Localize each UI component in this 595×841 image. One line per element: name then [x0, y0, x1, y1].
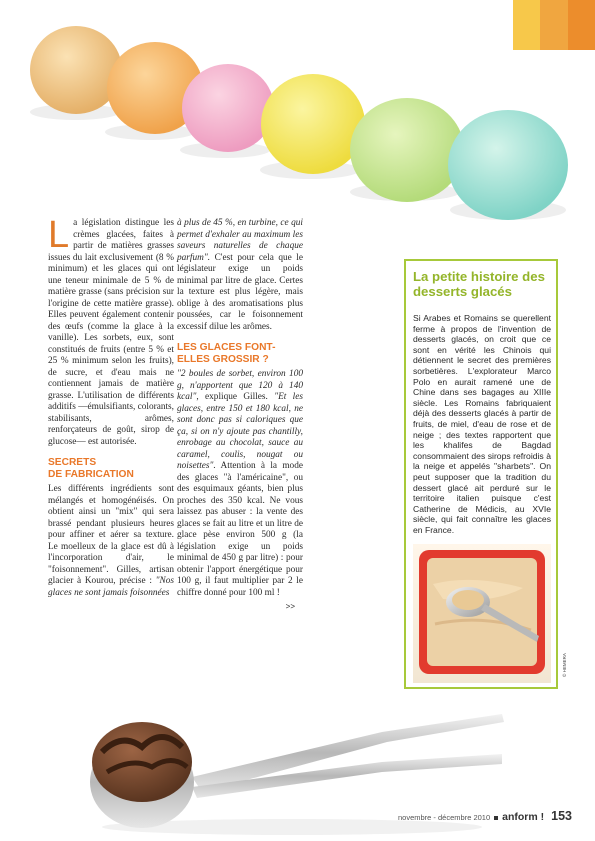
continue-marker: >> — [285, 602, 295, 611]
drop-cap: L — [48, 214, 70, 256]
fabrication-paragraph — [48, 484, 174, 599]
sidebar-box-title: La petite histoire des desserts glacés — [413, 269, 545, 299]
foisonnement-text: C'est pour cela que le législateur exige un poids minimal par litre de glace. Certes la texture est plus légère, mais oblige à des aromatisations plus poussées, car le foisonnement excessif dilue les arômes. — [177, 252, 303, 332]
footer-square-icon — [494, 816, 498, 820]
page-number: 153 — [551, 809, 572, 823]
quote-sorbet-calories: "2 boules de sorbet, environ 100 g, n'apportent que 120 à 140 kcal" — [177, 369, 303, 402]
sidebar-box-history — [404, 259, 558, 689]
fabrication-text: Les différents ingrédients sont mélangés et homogénéisés. On obtient ainsi un "mix" qui sera brassé pendant plusieurs heures pour affiner et aérer sa texture. Le moelleux de la glace est dû à l'incorporation d'air, le "foisonnement". Gilles, artisan glacier à Kourou, précise : — [48, 484, 174, 586]
quote-gilles-end: à plus de 45 %, en turbine, ce qui permet d'exhaler au maximum les saveurs naturelles de chaque parfum". — [177, 218, 303, 263]
foisonnement-paragraph — [177, 218, 303, 333]
intro-text: a législation distingue les crèmes glacées, faites à partir de matières grasses issues du lait exclusivement (8 % minimum) et les glaces qui ont une teneur minimale de 5 % de matière grasse (sans précision sur l'origine de cette matière grasse). Elles peuvent également contenir des œufs (comme la glace à la vanille). Les sorbets, eux, sont constitués de fruits (entre 5 % et 25 % minimum selon les fruits), de sucre, et d'eau mais ne contiennent jamais de matière grasse. L'utilisation de différents additifs —émulsifiants, colorants, stabilisants, arômes, renforçateurs de goût, sirop de glucose— est autorisée. — [48, 218, 175, 447]
article-column-2 — [177, 218, 303, 613]
page-footer — [398, 809, 572, 823]
quote-gilles-start: "Nos glaces ne sont jamais foisonnées — [48, 576, 174, 598]
subhead-secrets-de-fabrication: SECRETS DE FABRICATION — [48, 457, 134, 480]
article-column-1 — [48, 214, 175, 599]
sidebar-box-body: Si Arabes et Romains se querellent ferme à propos de l'invention de desserts glacés, on croit que ce sont en vérité les Chinois qui détiennent le secret des premières sorbetières. L'explorateur Marco Polo en aurait ramené une de Chine dans ses bagages au XIIIe siècle. Les Romains fabriquaient déjà des desserts glacés à partir de fruits, de miel, d'eau de rose et de neige ; des textes rapportent que les khalifes de Bagdad consommaient des sirops refroidis à la neige et appelés "sharbets". On peut supposer que la tradition du dessert glacé ait perduré sur le territoire italien puisque c'est Catherine de Médicis, au XVIe siècle, qui fait connaître les glaces en France. — [413, 313, 551, 535]
photo-credit: © HEMERA — [562, 653, 567, 677]
intro-paragraph — [48, 214, 175, 448]
magazine-name: anform ! — [502, 811, 545, 823]
issue-date: novembre - décembre 2010 — [398, 813, 491, 822]
ice-cream-tub-photo — [413, 544, 551, 683]
quote-attribution: , explique Gilles. — [196, 392, 268, 402]
quote-glaces-calories: "Et les glaces, entre 150 et 180 kcal, ne sont donc pas si caloriques que ça, si on n'y ajoute pas chantilly, enrobage au chocolat, sauce au caramel, coulis, nougat ou noisettes". — [177, 392, 303, 471]
calories-text: Attention à la mode des glaces "à l'américaine", ou des esquimaux géants, bien plus proches des 350 kcal. Ne vous laissez pas abuser : la vente des glaces se fait au litre et un litre de glace pèse environ 500 g (la législation exige un poids minimal de 450 g par litre) : pour obtenir l'apport énergétique pour 100 g, il faut multiplier par 2 le chiffre donné pour 100 ml ! — [177, 461, 303, 598]
ice-cream-scoops-photo — [0, 0, 595, 225]
calories-paragraph — [177, 369, 303, 599]
subhead-les-glaces-font-elles-grossir: LES GLACES FONT- ELLES GROSSIR ? — [177, 342, 276, 365]
